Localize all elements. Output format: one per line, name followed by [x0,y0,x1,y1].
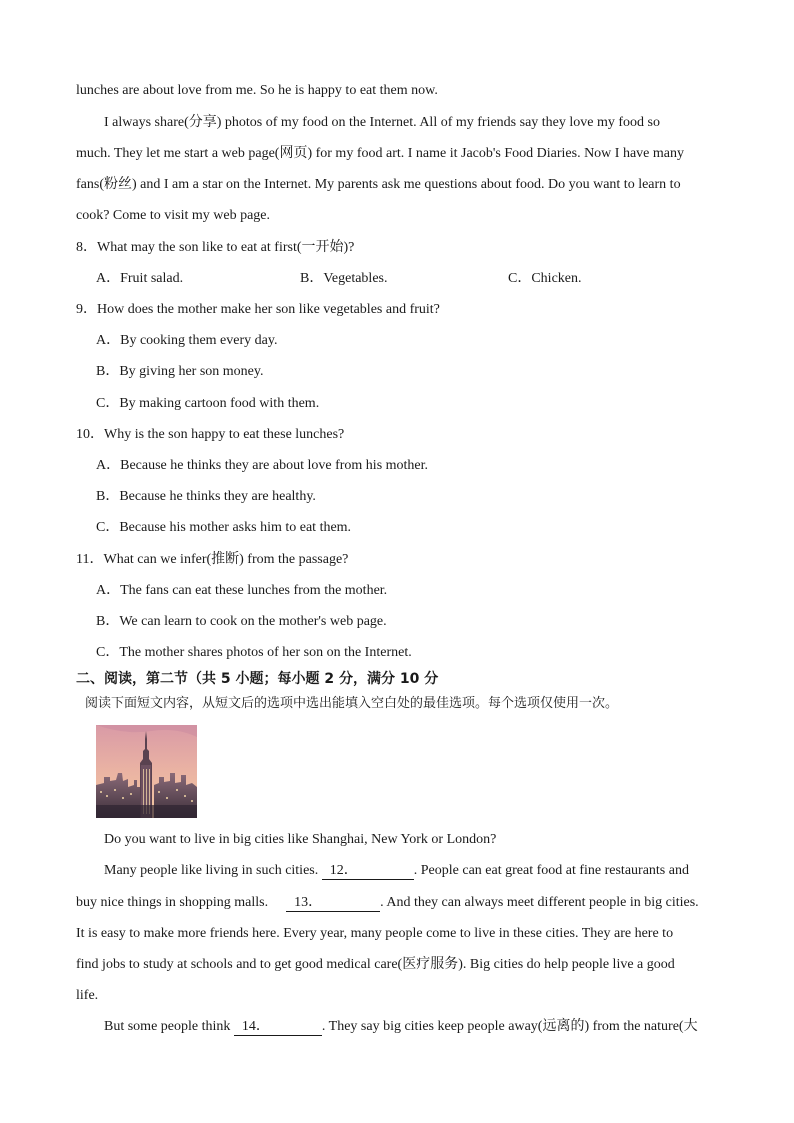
option-9b: B．By giving her son money. [96,364,264,379]
option-11b: B．We can learn to cook on the mother's web page. [96,614,387,629]
passage2-text: Many people like living in such cities. [104,863,322,878]
passage2-text: . People can eat great food at fine restaurants and [413,863,689,878]
passage-line-4: fans(粉丝) and I am a star on the Internet. My parents ask me questions about food. Do you want to learn to [76,177,681,192]
passage-line-3: much. They let me start a web page(网页) for my food art. I name it Jacob's Food Diaries. Now I have many [76,146,684,161]
passage2-line-6: life. [76,988,99,1003]
option-11c: C．The mother shares photos of her son on the Internet. [96,645,412,660]
question-text: Why is the son happy to eat these lunches? [104,427,345,442]
passage2-text: . And they can always meet different people in big cities. [380,895,699,910]
option-11a: A．The fans can eat these lunches from the mother. [96,583,388,598]
question-10 [76,425,344,445]
passage-line-5: cook? Come to visit my web page. [76,208,271,223]
option-9c: C．By making cartoon food with them. [96,396,320,411]
question-8 [76,238,354,258]
passage2-line-3 [76,893,722,913]
passage2-text: But some people think [104,1019,234,1034]
question-text: What may the son like to eat at first(一开始)? [97,240,355,255]
option-8a: A．Fruit salad. [96,271,184,286]
passage2-line-1: Do you want to live in big cities like Shanghai, New York or London? [104,832,497,847]
passage2-text: buy nice things in shopping malls. [76,895,269,910]
question-number: 11． [76,552,104,567]
question-number: 8． [76,240,97,255]
question-number: 9． [76,302,97,317]
blank-13[interactable]: 13． [286,895,380,912]
section-title: 二、阅读，第二节（共 5 小题；每小题 2 分，满分 10 分 [76,671,439,687]
option-8c: C．Chicken. [508,271,582,286]
option-10a: A．Because he thinks they are about love from his mother. [96,458,429,473]
option-9a: A．By cooking them every day. [96,333,278,348]
passage2-line-7 [104,1017,750,1037]
blank-12[interactable]: 12． [322,863,414,880]
blank-14[interactable]: 14． [234,1019,322,1036]
question-11 [76,550,348,570]
passage2-text: . They say big cities keep people away(远离的) from the nature(大 [321,1019,698,1034]
passage-line-1: lunches are about love from me. So he is happy to eat them now. [76,83,438,98]
question-text: What can we infer(推断) from the passage? [103,552,349,567]
question-9 [76,300,440,320]
option-10c: C．Because his mother asks him to eat them. [96,520,352,535]
passage2-line-4: It is easy to make more friends here. Every year, many people come to live in these cities. They are here to [76,926,674,941]
passage2-line-2 [104,861,750,881]
section-instruction: 阅读下面短文内容，从短文后的选项中选出能填入空白处的最佳选项。每个选项仅使用一次。 [85,696,619,711]
city-skyline-photo [96,725,197,818]
passage2-line-5: find jobs to study at schools and to get good medical care(医疗服务). Big cities do help people live a good [76,957,675,972]
option-8b: B．Vegetables. [300,271,388,286]
option-10b: B．Because he thinks they are healthy. [96,489,316,504]
question-number: 10． [76,427,104,442]
question-text: How does the mother make her son like vegetables and fruit? [97,302,440,317]
passage-line-2: I always share(分享) photos of my food on the Internet. All of my friends say they love my food so [104,115,661,130]
